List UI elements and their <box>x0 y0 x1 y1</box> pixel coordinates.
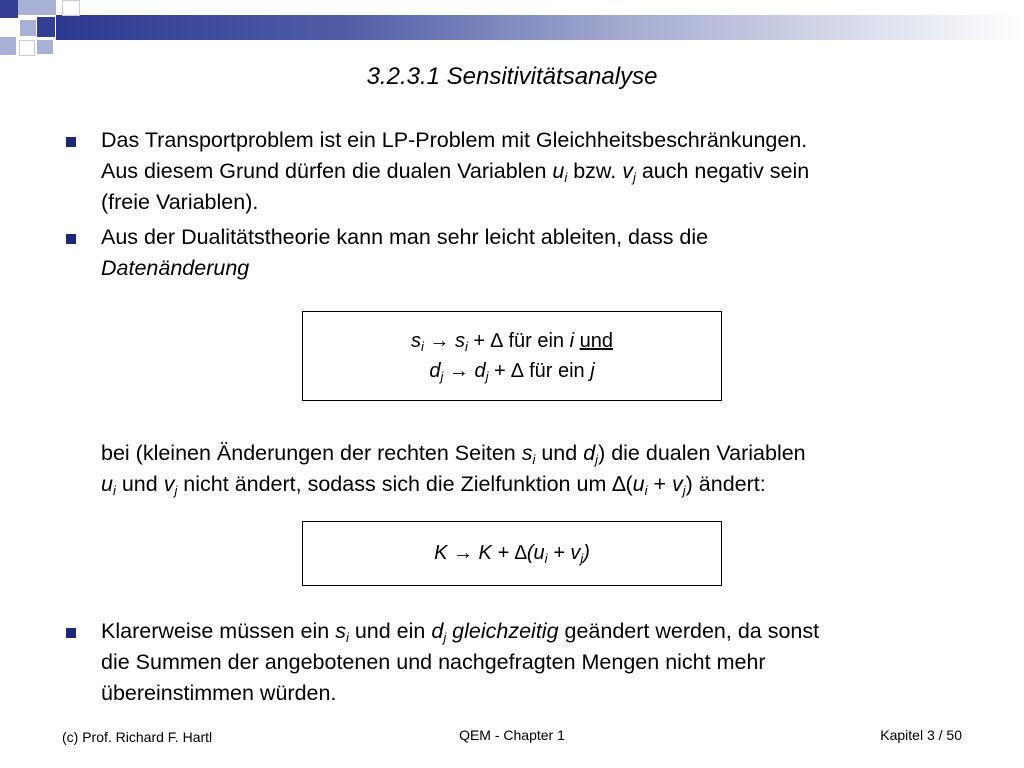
bullet-2-text <box>101 222 708 284</box>
decor-square <box>37 40 53 54</box>
middle-paragraph <box>101 438 806 500</box>
decor-square <box>18 0 56 15</box>
bullet-1-text <box>101 125 809 218</box>
formula-row-supply: $s_i \to s_i$ + ∆ für ein i und <box>410 330 614 354</box>
decor-square <box>0 0 18 18</box>
bullet-2-line-2: Datenänderung <box>101 256 250 280</box>
formula-objective: $K \to K + \Delta(u_i + v_j)$ <box>434 542 590 566</box>
middle-line-2: $u_i$ und $v_j$ nicht ändert, sodass sich die Zielfunktion um $\Delta(u_i + v_j)$ ändert: <box>101 472 766 498</box>
formula-box-objective-change <box>302 521 722 586</box>
bullet-1-line-3: (freie Variablen). <box>101 190 259 214</box>
decor-square <box>62 0 80 16</box>
bullet-3-line-3: übereinstimmen würden. <box>101 681 337 705</box>
bullet-1-line-1: Das Transportproblem ist ein LP-Problem mit Gleichheitsbeschränkungen. <box>101 128 808 152</box>
bullet-3-line-1: Klarerweise müssen ein $s_i$ und ein $d_j$ gleichzeitig geändert werden, da sonst <box>101 619 820 645</box>
slide-title: 3.2.3.1 Sensitivitätsanalyse <box>366 63 658 90</box>
formula-box-data-change <box>302 311 722 401</box>
header-gradient-bar <box>56 15 1024 40</box>
decor-square <box>37 17 55 37</box>
bullet-3-line-2: die Summen der angebotenen und nachgefragten Mengen nicht mehr <box>101 650 766 674</box>
footer-chapter: QEM - Chapter 1 <box>459 727 565 743</box>
bullet-marker <box>66 628 76 638</box>
decor-square <box>19 40 35 56</box>
decor-square <box>20 20 36 36</box>
bullet-marker <box>66 137 76 147</box>
bullet-3-text <box>101 616 819 709</box>
bullet-marker <box>66 234 76 244</box>
middle-line-1: bei (kleinen Änderungen der rechten Seiten $s_i$ und $d_j$) die dualen Variablen <box>101 441 806 467</box>
decor-square <box>0 37 16 55</box>
bullet-1-line-2: Aus diesem Grund dürfen die dualen Variablen $u_i$ bzw. $v_j$ auch negativ sein <box>101 159 810 185</box>
bullet-2-line-1: Aus der Dualitätstheorie kann man sehr leicht ableiten, dass die <box>101 225 709 249</box>
footer-copyright: (c) Prof. Richard F. Hartl <box>62 729 213 745</box>
footer-page-number: Kapitel 3 / 50 <box>880 727 962 743</box>
formula-row-demand: $d_j \to d_j$ + ∆ für ein j <box>429 360 595 384</box>
